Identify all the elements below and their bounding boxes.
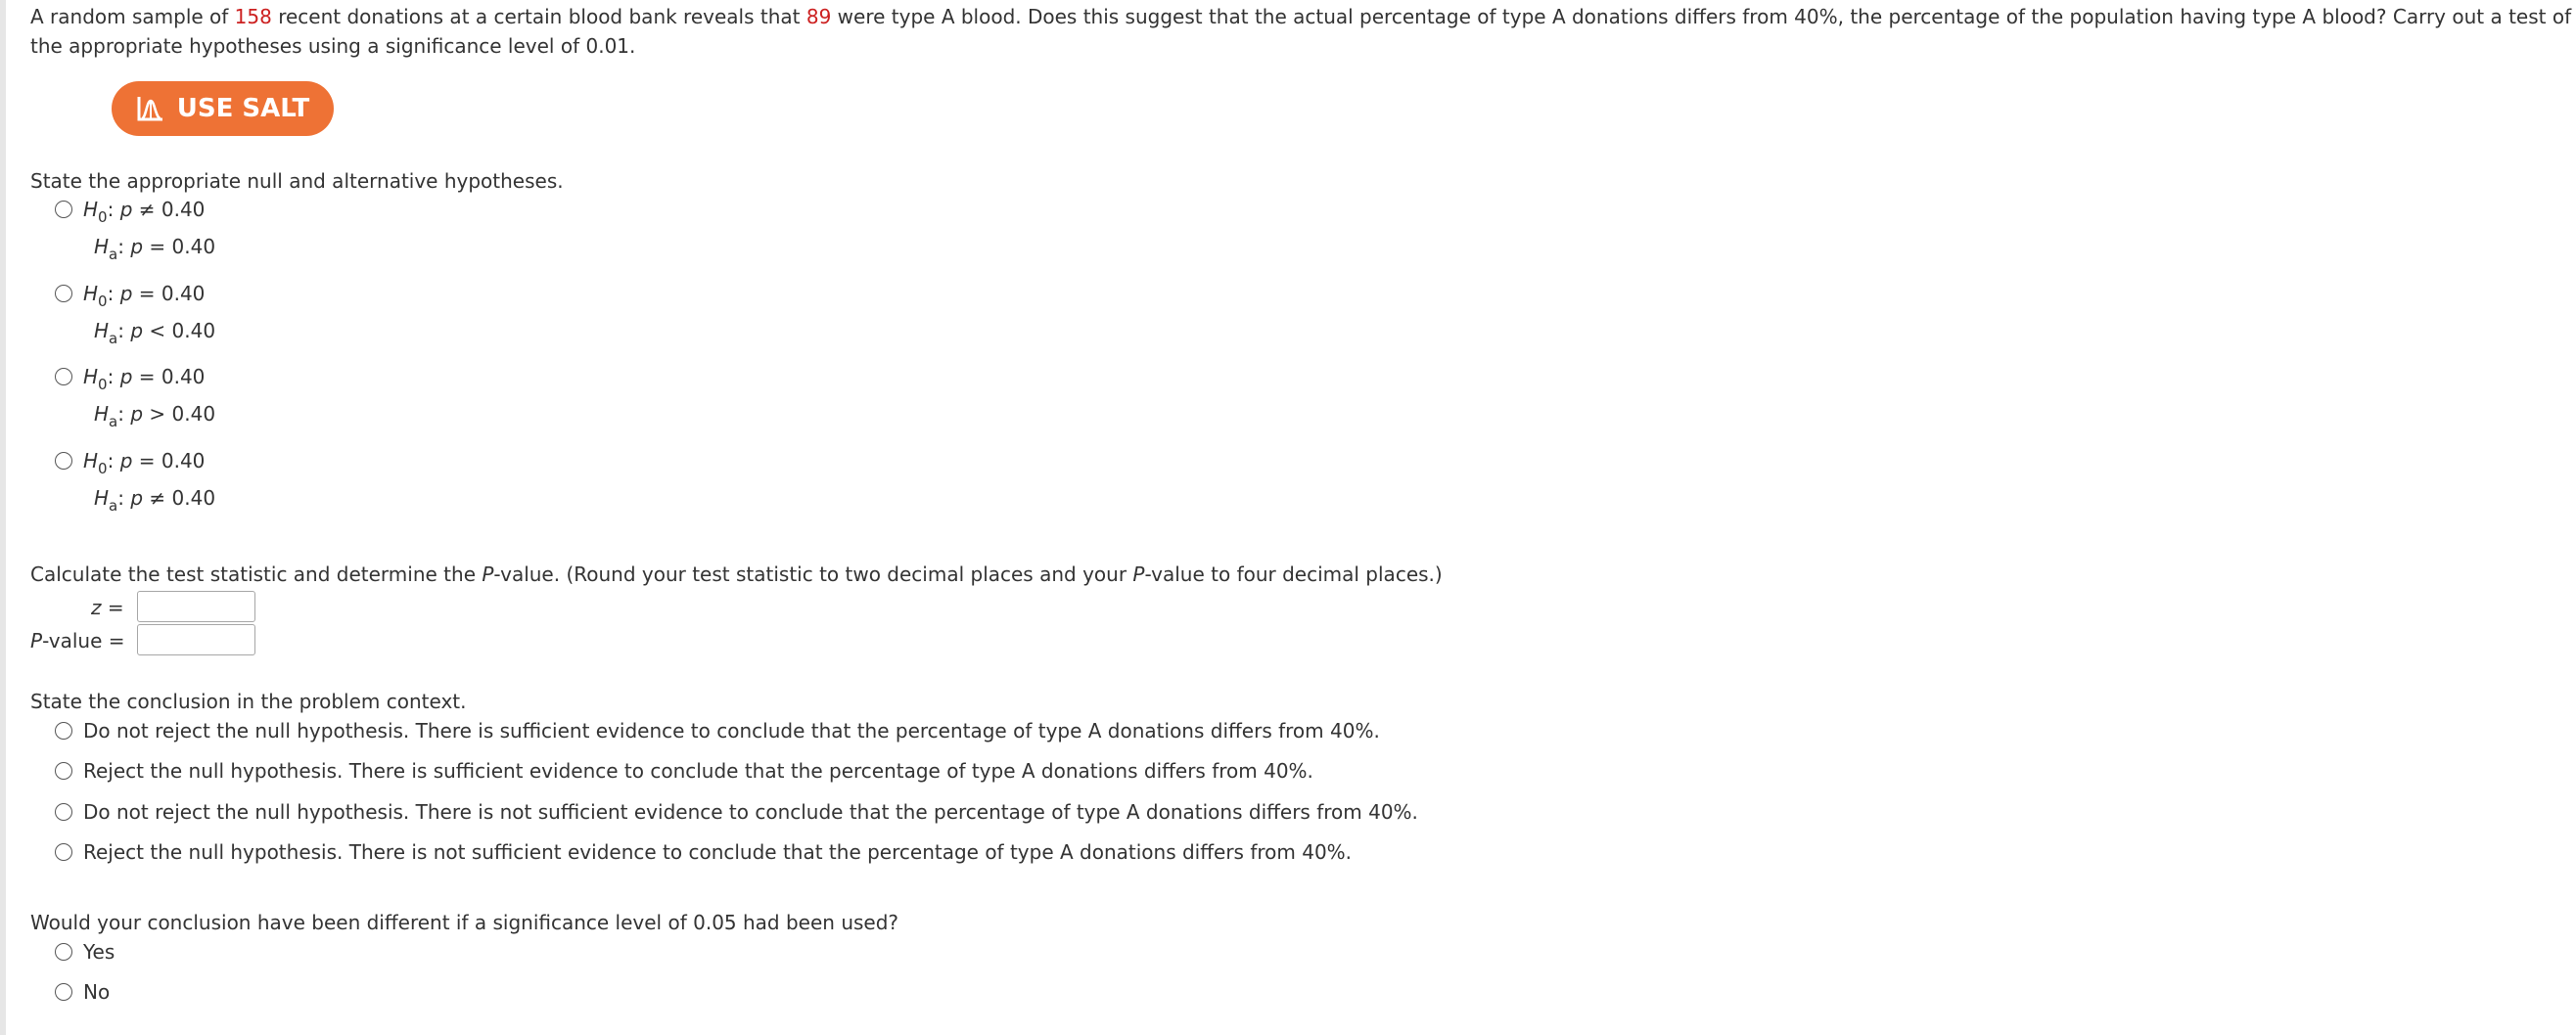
z-label: z = — [91, 596, 124, 619]
no-label: No — [83, 980, 111, 1004]
p-value-input[interactable] — [137, 624, 255, 655]
conclusion-radio-4[interactable] — [55, 843, 72, 861]
h0-line-2: $H_0$: p = 0.40 — [83, 282, 206, 310]
yes-radio[interactable] — [55, 943, 72, 961]
p-value-label: P-value = — [30, 629, 125, 652]
h0-line-4: $H_0$: p = 0.40 — [83, 449, 206, 477]
conclusion-text-2: Reject the null hypothesis. There is sufficient evidence to conclude that the percentage of type A donations differs from 40%. — [83, 759, 1313, 783]
problem-statement — [30, 2, 2575, 61]
type-a-count-value: 89 — [805, 5, 832, 28]
hypothesis-radio-1[interactable] — [55, 201, 72, 218]
conclusion-prompt: State the conclusion in the problem context. — [30, 690, 467, 713]
left-border — [0, 0, 6, 1035]
ha-line-3: $H_a$: p > 0.40 — [94, 402, 216, 430]
calculation-prompt: Calculate the test statistic and determine the P-value. (Round your test statistic to two decimal places and your P-value to four decimal places.) — [30, 562, 1443, 586]
ha-line-4: $H_a$: p ≠ 0.40 — [94, 486, 216, 515]
conclusion-text-4: Reject the null hypothesis. There is not sufficient evidence to conclude that the percentage of type A donations differs from 40%. — [83, 840, 1353, 864]
sample-size-value: 158 — [234, 5, 272, 28]
conclusion-radio-1[interactable] — [55, 722, 72, 740]
ha-line-1: $H_a$: p = 0.40 — [94, 235, 216, 263]
z-input[interactable] — [137, 591, 255, 622]
problem-text-2: recent donations at a certain blood bank reveals that — [271, 5, 806, 28]
followup-prompt: Would your conclusion have been different if a significance level of 0.05 had been used? — [30, 911, 899, 934]
h0-line-1: $H_0$: p ≠ 0.40 — [83, 198, 206, 226]
hypotheses-prompt: State the appropriate null and alternative hypotheses. — [30, 169, 564, 193]
hypothesis-radio-3[interactable] — [55, 368, 72, 385]
hypothesis-radio-2[interactable] — [55, 285, 72, 302]
conclusion-text-1: Do not reject the null hypothesis. There is sufficient evidence to conclude that the percentage of type A donations differs from 40%. — [83, 719, 1380, 742]
no-radio[interactable] — [55, 983, 72, 1001]
ha-line-2: $H_a$: p < 0.40 — [94, 319, 216, 347]
hypothesis-radio-4[interactable] — [55, 452, 72, 470]
conclusion-text-3: Do not reject the null hypothesis. There is not sufficient evidence to conclude that the percentage of type A donations differs from 40%. — [83, 800, 1418, 824]
h0-line-3: $H_0$: p = 0.40 — [83, 365, 206, 393]
problem-text-3: were type A blood. Does this suggest that the actual percentage of type A donations differs from 40%, the percentage of the population having type A blood? Carry out a test of the appropriate hypotheses using a significance level of 0.01. — [30, 5, 2572, 58]
use-salt-label: USE SALT — [176, 94, 310, 123]
conclusion-radio-2[interactable] — [55, 762, 72, 780]
use-salt-button[interactable] — [112, 81, 334, 136]
yes-label: Yes — [83, 940, 115, 964]
salt-distribution-icon — [136, 95, 165, 122]
conclusion-radio-3[interactable] — [55, 803, 72, 821]
problem-text-1: A random sample of — [30, 5, 235, 28]
